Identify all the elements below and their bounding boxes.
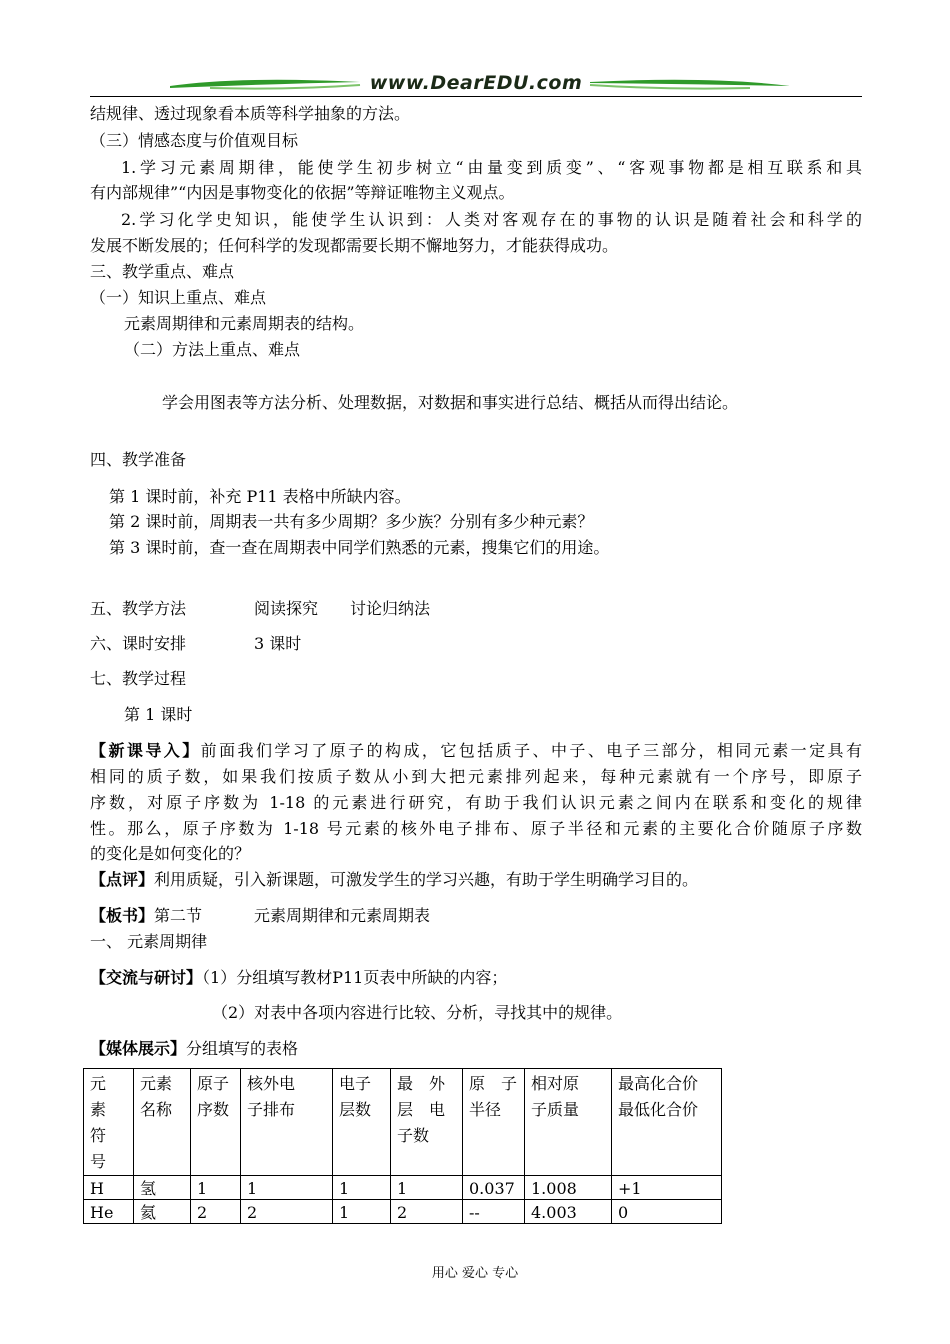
tag-label: 【点评】 (90, 870, 155, 889)
text-line: 学会用图表等方法分析、处理数据，对数据和事实进行总结、概括从而得出结论。 (162, 393, 739, 412)
table-header-cell (84, 1069, 134, 1176)
paragraph-line (90, 870, 698, 890)
text-span: 前面我们学习了原子的构成，它包括质子、中子、电子三部分，相同元素一定具有 (200, 741, 862, 760)
table-cell: 1 (391, 1176, 463, 1200)
table-cell: He (84, 1200, 134, 1224)
paragraph-line: （2）对表中各项内容进行比较、分析，寻找其中的规律。 (212, 1003, 623, 1022)
section-heading: 七、教学过程 (90, 669, 187, 688)
table-row (84, 1176, 722, 1200)
header-cell-line: 核外电 (247, 1074, 296, 1093)
table-header-row (84, 1069, 722, 1176)
tag-label: 【交流与研讨】 (90, 968, 203, 987)
header-cell-line: 半径 (469, 1100, 502, 1119)
header-cell-line: 子质量 (531, 1100, 580, 1119)
table-cell: 4.003 (525, 1200, 612, 1224)
table-header-cell (191, 1069, 241, 1176)
header-cell-line: 层 电 (397, 1100, 446, 1119)
header-cell-line: 最低化合价 (618, 1100, 699, 1119)
table-header-cell (241, 1069, 333, 1176)
table-header-cell (612, 1069, 722, 1176)
table-header-cell (134, 1069, 191, 1176)
text-value: 元素周期律和元素周期表 (254, 906, 431, 925)
site-logo[interactable]: www.DearEDU.com (369, 72, 583, 94)
header-cell-line: 子数 (397, 1126, 430, 1145)
text-span: 第二节 (154, 906, 203, 925)
section-heading: 三、教学重点、难点 (90, 262, 235, 281)
header-cell-line: 层数 (339, 1100, 372, 1119)
paragraph-line: 的变化是如何变化的？ (90, 844, 251, 863)
text-span: 分组填写的表格 (186, 1039, 299, 1058)
text-span: 利用质疑，引入新课题，可激发学生的学习兴趣，有助于学生明确学习目的。 (154, 870, 699, 889)
text-value: 讨论归纳法 (350, 599, 431, 618)
text-line: 发展不断发展的；任何科学的发现都需要长期不懈地努力，才能获得成功。 (90, 236, 619, 255)
paragraph-line: 性。那么，原子序数为 1-18 号元素的核外电子排布、原子半径和元素的主要化合价随原子序数 (90, 819, 862, 838)
table-cell: 氦 (134, 1200, 191, 1224)
text-value: 3 课时 (254, 634, 302, 653)
paragraph-line (90, 968, 507, 988)
table-header-cell (525, 1069, 612, 1176)
table-cell: 1.008 (525, 1176, 612, 1200)
table-cell: 2 (391, 1200, 463, 1224)
subheading: （三）情感态度与价值观目标 (90, 131, 299, 150)
header-cell-line: 原子 (197, 1074, 230, 1093)
paragraph-line (90, 906, 202, 926)
table-cell: H (84, 1176, 134, 1200)
header-cell-line: 素 (90, 1100, 107, 1119)
paragraph-line: 相同的质子数，如果我们按质子数从小到大把元素排列起来，每种元素就有一个序号，即原子 (90, 767, 862, 786)
paragraph-line: 序数，对原子序数为 1-18 的元素进行研究，有助于我们认识元素之间内在联系和变化的规律 (90, 793, 862, 812)
table-cell: -- (463, 1200, 525, 1224)
section-heading: 五、教学方法 (90, 599, 187, 618)
table-cell: 1 (241, 1176, 333, 1200)
text-line: 第 3 课时前，查一查在周期表中同学们熟悉的元素，搜集它们的用途。 (109, 538, 610, 557)
page-footer: 用心 爱心 专心 (431, 1266, 519, 1281)
table-cell: 0.037 (463, 1176, 525, 1200)
subheading: 第 1 课时 (124, 705, 193, 724)
paragraph-line (90, 1039, 298, 1059)
table-cell: 2 (241, 1200, 333, 1224)
header-divider (90, 96, 862, 97)
header-cell-line: 相对原 (531, 1074, 580, 1093)
table-cell: 0 (612, 1200, 722, 1224)
text-line: 1.学习元素周期律，能使学生初步树立“由量变到质变”、“客观事物都是相互联系和具 (121, 158, 862, 177)
header-cell-line: 元素 (140, 1074, 173, 1093)
table-cell: 2 (191, 1200, 241, 1224)
text-span: （1）分组填写教材P11页表中所缺的内容； (202, 968, 508, 987)
paragraph-line (90, 741, 862, 761)
header-cell-line: 序数 (197, 1100, 230, 1119)
subheading: （一）知识上重点、难点 (90, 288, 267, 307)
table-cell: 1 (333, 1176, 391, 1200)
text-line: 有内部规律”“内因是事物变化的依据”等辩证唯物主义观点。 (90, 183, 515, 202)
header-cell-line: 最 外 (397, 1074, 446, 1093)
section-heading: 一、 元素周期律 (90, 932, 208, 951)
table-cell: 氢 (134, 1176, 191, 1200)
tag-label: 【媒体展示】 (90, 1039, 187, 1058)
header-cell-line: 名称 (140, 1100, 173, 1119)
header-cell-line: 最高化合价 (618, 1074, 699, 1093)
text-line: 2.学习化学史知识，能使学生认识到：人类对客观存在的事物的认识是随着社会和科学的 (121, 210, 862, 229)
text-line: 结规律、透过现象看本质等科学抽象的方法。 (90, 104, 411, 123)
tag-label: 【新课导入】 (90, 741, 201, 760)
text-line: 元素周期律和元素周期表的结构。 (124, 314, 365, 333)
section-heading: 四、教学准备 (90, 450, 187, 469)
table-header-cell (333, 1069, 391, 1176)
table-header-cell (463, 1069, 525, 1176)
text-value: 阅读探究 (254, 599, 319, 618)
table-cell: +1 (612, 1176, 722, 1200)
header-cell-line: 元 (90, 1074, 107, 1093)
table-cell: 1 (191, 1176, 241, 1200)
header-cell-line: 原 子 (469, 1074, 518, 1093)
text-line: 第 2 课时前，周期表一共有多少周期？多少族？分别有多少种元素？ (109, 512, 594, 531)
header-cell-line: 电子 (339, 1074, 372, 1093)
section-heading: 六、课时安排 (90, 634, 187, 653)
text-line: 第 1 课时前，补充 P11 表格中所缺内容。 (109, 487, 411, 506)
header-cell-line: 符 (90, 1126, 107, 1145)
tag-label: 【板书】 (90, 906, 155, 925)
table-header-cell (391, 1069, 463, 1176)
subheading: （二）方法上重点、难点 (124, 340, 301, 359)
header-cell-line: 子排布 (247, 1100, 296, 1119)
element-data-table (83, 1068, 722, 1224)
table-row (84, 1200, 722, 1224)
table-cell: 1 (333, 1200, 391, 1224)
header-cell-line: 号 (90, 1152, 107, 1171)
